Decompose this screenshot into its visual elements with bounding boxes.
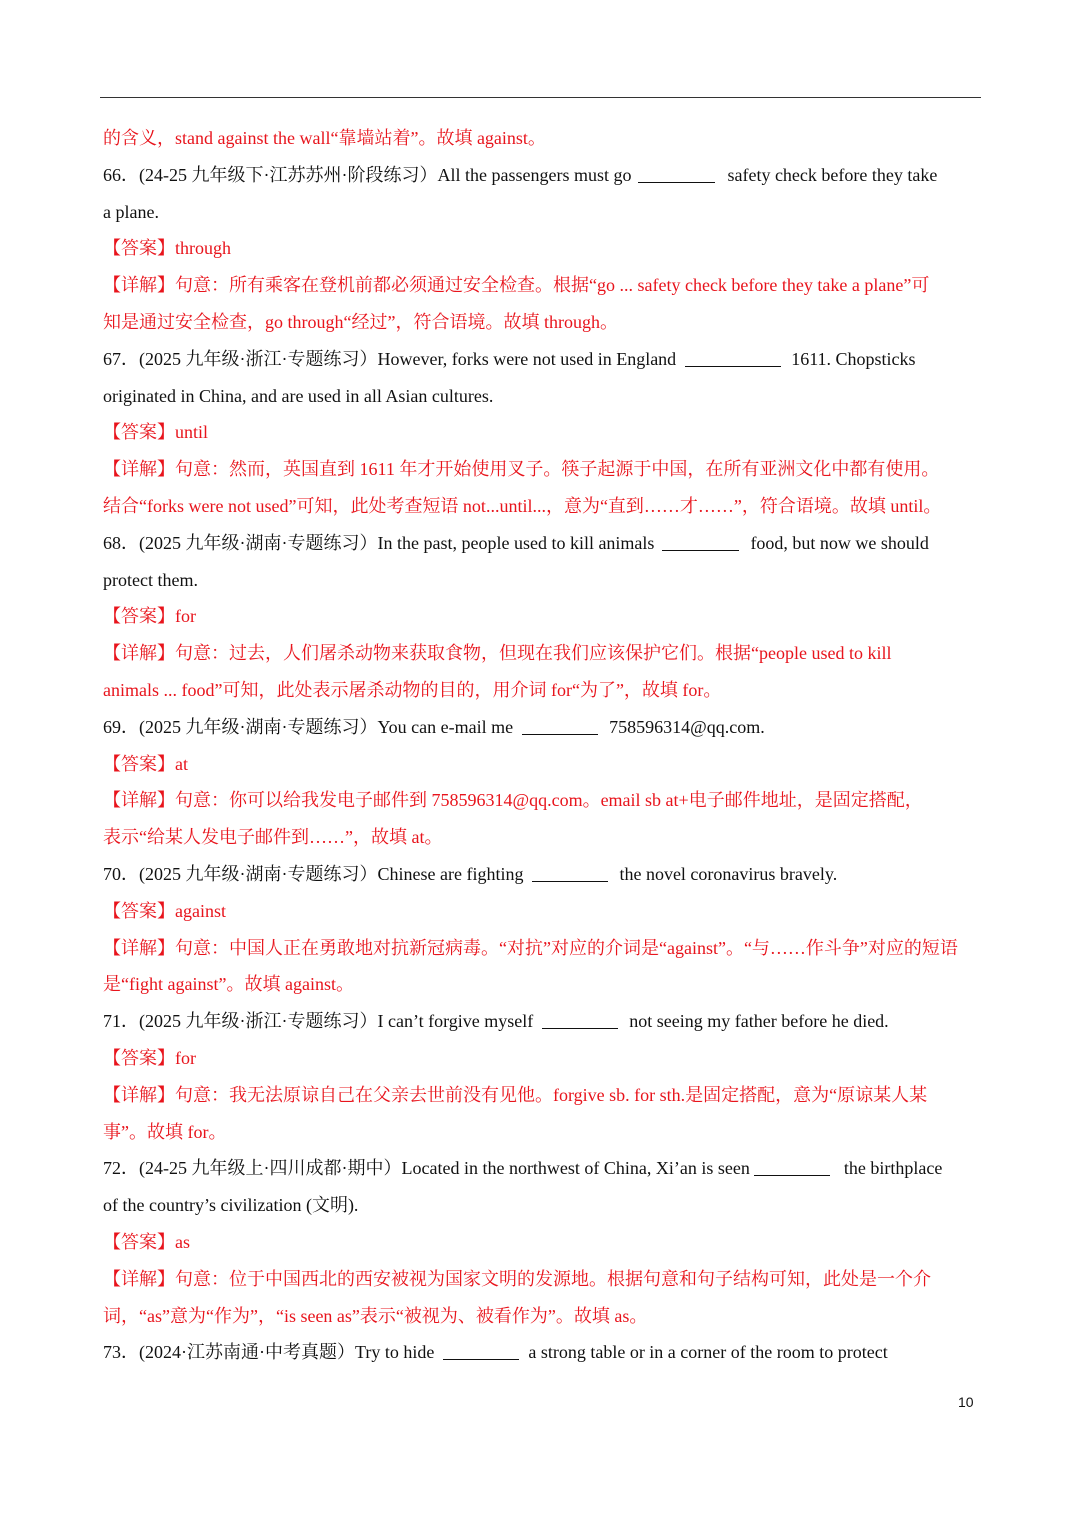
question-text-after: safety check before they take xyxy=(727,164,938,185)
question-text-before: However, forks were not used in England xyxy=(377,348,677,369)
question-text-before: You can e-mail me xyxy=(377,716,514,737)
detail-71-line-1: 【详解】句意：我无法原谅自己在父亲去世前没有见他。forgive sb. for sth.是固定搭配，意为“原谅某人某 xyxy=(103,1084,928,1105)
question-number: 66． xyxy=(103,164,139,185)
detail-71-line-2: 事”。故填 for。 xyxy=(103,1121,227,1142)
question-source: (2025 九年级·湖南·专题练习） xyxy=(139,716,378,737)
detail-72-line-2: 词，“as”意为“作为”，“is seen as”表示“被视为、被看作为”。故填 as。 xyxy=(103,1305,648,1326)
answer-72: 【答案】as xyxy=(103,1231,190,1252)
question-number: 72． xyxy=(103,1158,139,1179)
question-66-line-2: a plane. xyxy=(103,201,159,222)
detail-69-line-1: 【详解】句意：你可以给我发电子邮件到 758596314@qq.com。email sb at+电子邮件地址，是固定搭配， xyxy=(103,790,923,811)
detail-72-line-1: 【详解】句意：位于中国西北的西安被视为国家文明的发源地。根据句意和句子结构可知，此处是一个介 xyxy=(103,1268,931,1289)
question-source: (2025 九年级·浙江·专题练习） xyxy=(139,1011,378,1032)
detail-66-line-1: 【详解】句意：所有乘客在登机前都必须通过安全检查。根据“go ... safety check before they take a plane”可 xyxy=(103,275,930,296)
question-67-line-1 xyxy=(103,341,983,378)
question-number: 67． xyxy=(103,348,139,369)
question-number: 68． xyxy=(103,532,139,553)
question-69-line-1 xyxy=(103,709,983,746)
answer-blank xyxy=(754,1153,830,1176)
question-source: (24-25 九年级下·江苏苏州·阶段练习） xyxy=(139,164,438,185)
detail-68-line-1: 【详解】句意：过去，人们屠杀动物来获取食物，但现在我们应该保护它们。根据“people used to kill xyxy=(103,643,892,664)
answer-66: 【答案】through xyxy=(103,238,231,259)
detail-67-line-2: 结合“forks were not used”可知，此处考查短语 not...until...，意为“直到……才……”，符合语境。故填 until。 xyxy=(103,495,942,516)
answer-blank xyxy=(685,344,781,367)
question-number: 73． xyxy=(103,1342,139,1363)
answer-blank xyxy=(443,1337,519,1360)
question-68-line-1 xyxy=(103,525,983,562)
question-number: 71． xyxy=(103,1011,139,1032)
answer-blank xyxy=(638,160,715,183)
question-source: (2025 九年级·湖南·专题练习） xyxy=(139,532,378,553)
question-text-before: In the past, people used to kill animals xyxy=(377,532,655,553)
answer-67: 【答案】until xyxy=(103,422,209,443)
question-text-before: Chinese are fighting xyxy=(377,863,524,884)
question-73-line-1 xyxy=(103,1334,983,1371)
question-text-before: Located in the northwest of China, Xi’an is seen xyxy=(401,1158,750,1179)
question-text-after: a strong table or in a corner of the room to protect xyxy=(528,1342,888,1363)
answer-blank xyxy=(532,859,608,882)
answer-blank xyxy=(662,528,739,551)
question-72-line-2: of the country’s civilization (文明). xyxy=(103,1195,359,1216)
answer-70: 【答案】against xyxy=(103,900,226,921)
question-source: (2025 九年级·湖南·专题练习） xyxy=(139,863,378,884)
detail-70-line-1: 【详解】句意：中国人正在勇敢地对抗新冠病毒。“对抗”对应的介词是“against”。“与……作斗争”对应的短语 xyxy=(103,937,958,958)
question-text-after: the birthplace xyxy=(843,1158,943,1179)
question-text-before: Try to hide xyxy=(354,1342,435,1363)
document-body xyxy=(103,120,983,1371)
question-source: (24-25 九年级上·四川成都·期中） xyxy=(139,1158,402,1179)
answer-68: 【答案】for xyxy=(103,606,196,627)
answer-69: 【答案】at xyxy=(103,753,188,774)
question-72-line-1 xyxy=(103,1150,983,1187)
question-text-before: All the passengers must go xyxy=(437,164,632,185)
page-number: 10 xyxy=(958,1394,974,1410)
question-text-after: food, but now we should xyxy=(750,532,929,553)
question-66-line-1 xyxy=(103,157,983,194)
continuation-explanation-line: 的含义，stand against the wall“靠墙站着”。故填 against。 xyxy=(103,128,546,148)
question-text-after: not seeing my father before he died. xyxy=(629,1011,889,1032)
answer-blank xyxy=(542,1006,618,1029)
detail-66-line-2: 知是通过安全检查，go through“经过”，符合语境。故填 through。 xyxy=(103,311,618,332)
question-70-line-1 xyxy=(103,856,983,893)
question-number: 69． xyxy=(103,716,139,737)
answer-71: 【答案】for xyxy=(103,1047,196,1068)
question-67-line-2: originated in China, and are used in all Asian cultures. xyxy=(103,385,494,406)
question-text-before: I can’t forgive myself xyxy=(377,1011,534,1032)
question-source: (2025 九年级·浙江·专题练习） xyxy=(139,348,378,369)
header-rule xyxy=(100,97,981,98)
detail-68-line-2: animals ... food”可知，此处表示屠杀动物的目的，用介词 for“为了”，故填 for。 xyxy=(103,679,722,700)
detail-70-line-2: 是“fight against”。故填 against。 xyxy=(103,974,354,995)
question-text-after: 1611. Chopsticks xyxy=(791,348,916,369)
detail-67-line-1: 【详解】句意：然而，英国直到 1611 年才开始使用叉子。筷子起源于中国，在所有亚洲文化中都有使用。 xyxy=(103,459,940,480)
question-source: (2024·江苏南通·中考真题） xyxy=(139,1342,355,1363)
detail-69-line-2: 表示“给某人发电子邮件到……”，故填 at。 xyxy=(103,827,443,848)
question-text-after: 758596314@qq.com. xyxy=(609,716,765,737)
answer-blank xyxy=(522,712,598,735)
question-text-after: the novel coronavirus bravely. xyxy=(619,863,838,884)
question-68-line-2: protect them. xyxy=(103,569,198,590)
question-number: 70． xyxy=(103,863,139,884)
question-71-line-1 xyxy=(103,1003,983,1040)
